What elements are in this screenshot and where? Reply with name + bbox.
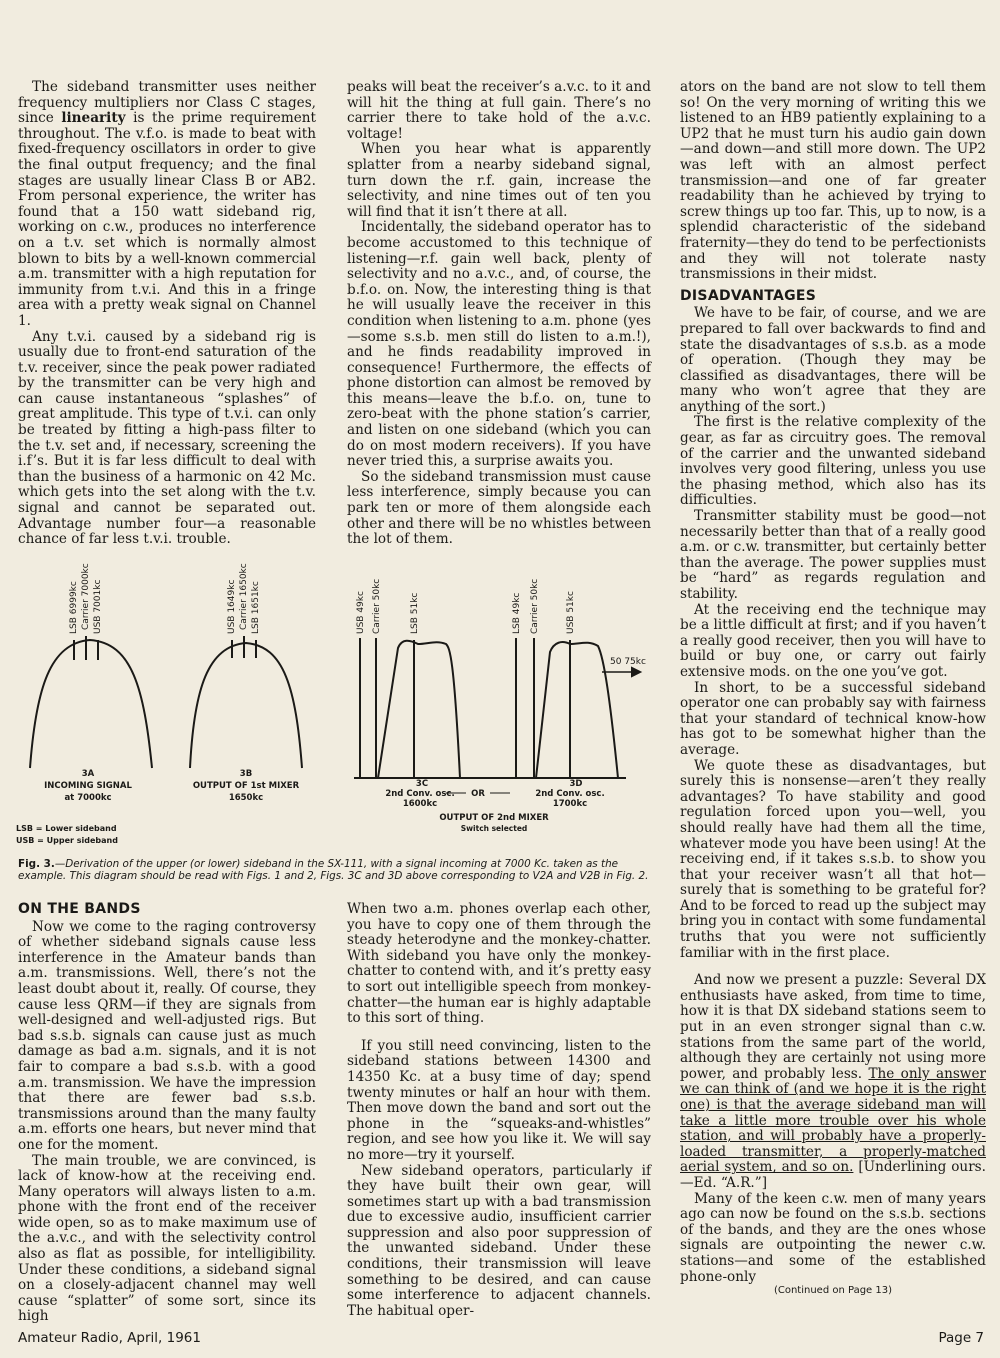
caption-3d-1: 2nd Conv. osc. (535, 789, 605, 799)
legend-usb: USB = Upper sideband (16, 836, 118, 845)
paragraph: Now we come to the raging controversy of whether sideband signals cause less interference in the Amateur bands than a.m. transmissions. Well, there’s not the least doubt about it, really. Of course, they cause less QRM—if they are signals from well-designed and well-adjusted rigs. But bad s.s.b. signals can cause just as much damage as bad a.m. signals, and it is not fair to compare a bad s.s.b. with a good a.m. transmission. We have the impression that there are fewer bad s.s.b. transmissions around than the many faulty a.m. efforts one hears, but never mind that one for the moment. (18, 918, 316, 1153)
continued-note: (Continued on Page 13) (773, 1285, 893, 1297)
paragraph: Many of the keen c.w. men of many years ago can now be found on the s.s.b. sections of the bands, and they are the ones whose signals are outpointing the newer c.w. stations—and some of the established phone-only (680, 1190, 986, 1285)
paragraph: We quote these as disadvantages, but surely this is nonsense—aren’t they really advantages? To have stability and good regulation forced upon you—well, you should really have had them all the time, whatever mode you have been using! At the receiving end, if it takes s.s.b. to show you that your receiver wasn’t all that hot—surely that is something to be grateful for? And to be forced to read up the subject may bring you in contact with some fundamental truths that you were not sufficiently familiar with in the first place. (680, 757, 986, 961)
svg-text:LSB 51kc: LSB 51kc (410, 592, 420, 634)
svg-text:LSB 6999kc: LSB 6999kc (69, 581, 79, 634)
paragraph: If you still need convincing, listen to the sideband stations between 14300 and 14350 Kc. at a busy time of day; spend twenty minutes or half an hour with them. Then move down the band and sort out the phone in the “squeaks-and-whistles” region, and see how you like it. We will say no more—try it yourself. (347, 1037, 651, 1163)
paragraph: In short, to be a successful sideband operator one can probably say with fairness that your standard of technical know-how has got to be somewhat higher than the average. (680, 679, 986, 758)
paragraph: When you hear what is apparently splatter from a nearby sideband signal, turn down the r.f. gain, increase the selectivity, and nine times out of ten you will find that it isn’t there at all. (347, 141, 651, 220)
svg-text:Carrier 50kc: Carrier 50kc (530, 578, 540, 634)
figure-caption: Fig. 3.—Derivation of the upper (or lower) sideband in the SX-111, with a signal incoming at 7000 Kc. taken as the example. This diagram should be read with Figs. 1 and 2, Figs. 3C and 3D above corresponding to V2A and V2B in Fig. 2. (18, 858, 649, 883)
svg-text:Carrier 50kc: Carrier 50kc (372, 578, 382, 634)
labels-3d (512, 579, 576, 634)
section-heading-on-the-bands: ON THE BANDS (18, 901, 141, 917)
caption-3a-1: INCOMING SIGNAL (44, 781, 132, 791)
footer-publication: Amateur Radio, April, 1961 (18, 1330, 201, 1346)
caption-3c-1: 2nd Conv. osc. (385, 789, 455, 799)
paragraph: Transmitter stability must be good—not necessarily better than that of a really good a.m. or c.w. transmitter, but certainly better than the average. The power supplies must be “hard” as regards regulation and stability. (680, 508, 986, 602)
curve-3a (30, 640, 152, 768)
mixer2-caption-2: Switch selected (460, 824, 528, 833)
caption-3b-2: 1650kc (228, 793, 264, 803)
column-4 (18, 902, 316, 1325)
paragraph: The first is the relative complexity of the gear, as far as circuitry goes. The removal of the carrier and the unwanted sideband involves very good filtering, unless you use the phasing method, which also has its difficulties. (680, 414, 986, 509)
legend-lsb: LSB = Lower sideband (16, 824, 117, 833)
title-3a: 3A (81, 769, 95, 779)
paragraph: Any t.v.i. caused by a sideband rig is usually due to front-end saturation of the t.v. receiver, since the peak power radiated by the transmitter can be very high and can cause instantaneous “splashes” of great amplitude. This type of t.v.i. can only be treated by fitting a high-pass filter to the t.v. set and, if necessary, screening the i.f’s. But it is far less difficult to deal with than the business of a harmonic on 42 Mc. which gets into the set along with the t.v. signal and cannot be separated out. Advantage number four—a reasonable chance of far less t.v.i. trouble. (18, 328, 316, 548)
paragraph: The main trouble, we are convinced, is lack of know-how at the receiving end. Many operators will always listen to a.m. phone with the front end of the receiver wide open, so as to make maximum use of the a.v.c., and with the selectivity control also as flat as possible, for intelligibility. Under these conditions, a sideband signal on a closely-adjacent channel may well cause “splatter” of some sort, since its high (18, 1152, 316, 1325)
svg-text:USB 1649kc: USB 1649kc (227, 579, 237, 634)
paragraph: So the sideband transmission must cause less interference, simply because you can park ten or more of them alongside each other and there will be no whistles between the lot of them. (347, 468, 651, 548)
svg-text:USB 49kc: USB 49kc (356, 591, 366, 634)
svg-text:Carrier 1650kc: Carrier 1650kc (239, 563, 249, 630)
labels-3a (69, 563, 103, 634)
footer-page-number: Page 7 (938, 1330, 984, 1346)
paragraph: The sideband transmitter uses neither frequency multipliers nor Class C stages, since linearity is the prime requirement throughout. The v.f.o. is made to beat with fixed-frequency oscillators in order to give the final output frequency; and the final stages are usually linear Class B or AB2. From personal experience, the writer has found that a 150 watt sideband rig, working on c.w., produces no interference on a t.v. set which is normally almost blown to bits by a well-known commercial a.m. transmitter with a high reputation for immunity from t.v.i. And this in a fringe area with a pretty weak signal on Channel 1. (18, 79, 316, 329)
underlined-text: The only answer we can think of (and we hope it is the right one) is that the average sideband man will take a little more trouble over his whole station, and will probably have a properly-loaded transmitter, a properly-matched aerial system, and so on. (680, 1065, 986, 1176)
caption-3b-1: OUTPUT OF 1st MIXER (192, 781, 300, 791)
column-1 (18, 80, 316, 548)
svg-text:LSB 1651kc: LSB 1651kc (251, 581, 261, 634)
title-3b: 3B (239, 769, 253, 779)
title-3c: 3C (415, 779, 429, 789)
caption-3a-2: at 7000kc (64, 793, 112, 803)
paragraph: When two a.m. phones overlap each other, you have to copy one of them through the steady heterodyne and the monkey-chatter. With sideband you have only the monkey-chatter to contend with, and it’s pretty easy to sort out intelligible speech from monkey-chatter—the human ear is highly adaptable to this sort of thing. (347, 901, 651, 1027)
curve-3c (378, 641, 460, 778)
svg-text:Carrier 7000kc: Carrier 7000kc (81, 563, 91, 630)
curve-3b (190, 643, 302, 768)
caption-3d-2: 1700kc (552, 799, 588, 809)
section-heading-disadvantages: DISADVANTAGES (680, 287, 817, 304)
paragraph: Incidentally, the sideband operator has to become accustomed to this technique of listening—r.f. gain well back, plenty of selectivity and no a.v.c., and, of course, the b.f.o. on. Now, the interesting thing is that he will usually leave the receiver in this condition when listening to a.m. phone (yes—some s.s.b. men still do listen to a.m.!), and he finds readability improved in consequence! Furthermore, the effects of phone distortion can almost be removed by this means—leave the b.f.o. on, tune to zero-beat with the phone station’s carrier, and listen on one sideband (which you can do on most modern receivers). If you have never tried this, a surprise awaits you. (347, 219, 651, 470)
labels-3b (227, 563, 261, 634)
column-3 (680, 80, 986, 1297)
svg-text:LSB 49kc: LSB 49kc (512, 592, 522, 634)
labels-3c (356, 579, 420, 634)
paragraph: ators on the band are not slow to tell them so! On the very morning of writing this we listened to an HB9 patiently explaining to a UP2 that he must turn his audio gain down—and down—and still more down. The UP2 was left with an almost perfect transmission—and one of far greater readability than he achieved by trying to screw things up too far. This, up to now, is a splendid characteristic of the sideband fraternity—they do tend to be perfectionists and they will not tolerate nasty transmissions in their midst. (680, 79, 986, 283)
svg-text:USB 7001kc: USB 7001kc (93, 579, 103, 634)
paragraph: peaks will beat the receiver’s a.v.c. to it and will hit the thing at full gain. There’s no carrier there to take hold of the a.v.c. voltage! (347, 79, 651, 142)
or-label: OR (471, 789, 485, 799)
mixer2-caption-1: OUTPUT OF 2nd MIXER (439, 813, 549, 823)
column-5 (347, 902, 651, 1319)
caption-3c-2: 1600kc (402, 799, 438, 809)
svg-text:USB 51kc: USB 51kc (566, 591, 576, 634)
paragraph: And now we present a puzzle: Several DX enthusiasts have asked, from time to time, how it is that DX sideband stations seem to put in an even stronger signal than c.w. stations from the same part of the world, although they are certainly not using more power, and probably less. The only answer we can think of (and we hope it is the right one) is that the average sideband man will take a little more trouble over his whole station, and will probably have a properly-loaded transmitter, a properly-matched aerial system, and so on. [Underlining ours.—Ed. “A.R.”] (680, 972, 986, 1191)
paragraph: At the receiving end the technique may be a little difficult at first; and if you haven’t a really good receiver, then you will have to build or buy one, or carry out fairly extensive mods. on the one you’ve got. (680, 601, 986, 680)
title-3d: 3D (569, 779, 583, 789)
figure-3-diagram (10, 548, 670, 848)
sideband-diagram (10, 548, 670, 848)
curve-3d (536, 642, 618, 778)
paragraph: New sideband operators, particularly if they have built their own gear, will sometimes start up with a bad transmission due to excessive audio, insufficient carrier suppression and also poor suppression of the unwanted sideband. Under these conditions, their transmission will leave something to be desired, and can cause some interference to adjacent channels. The habitual oper- (347, 1162, 651, 1319)
passband-label: 50 75kc (610, 657, 646, 667)
column-2 (347, 80, 651, 548)
paragraph: We have to be fair, of course, and we are prepared to fall over backwards to find and state the disadvantages of s.s.b. as a mode of operation. (Though they may be classified as disadvantages, there will be many who won’t agree that they are anything of the sort.) (680, 305, 986, 415)
